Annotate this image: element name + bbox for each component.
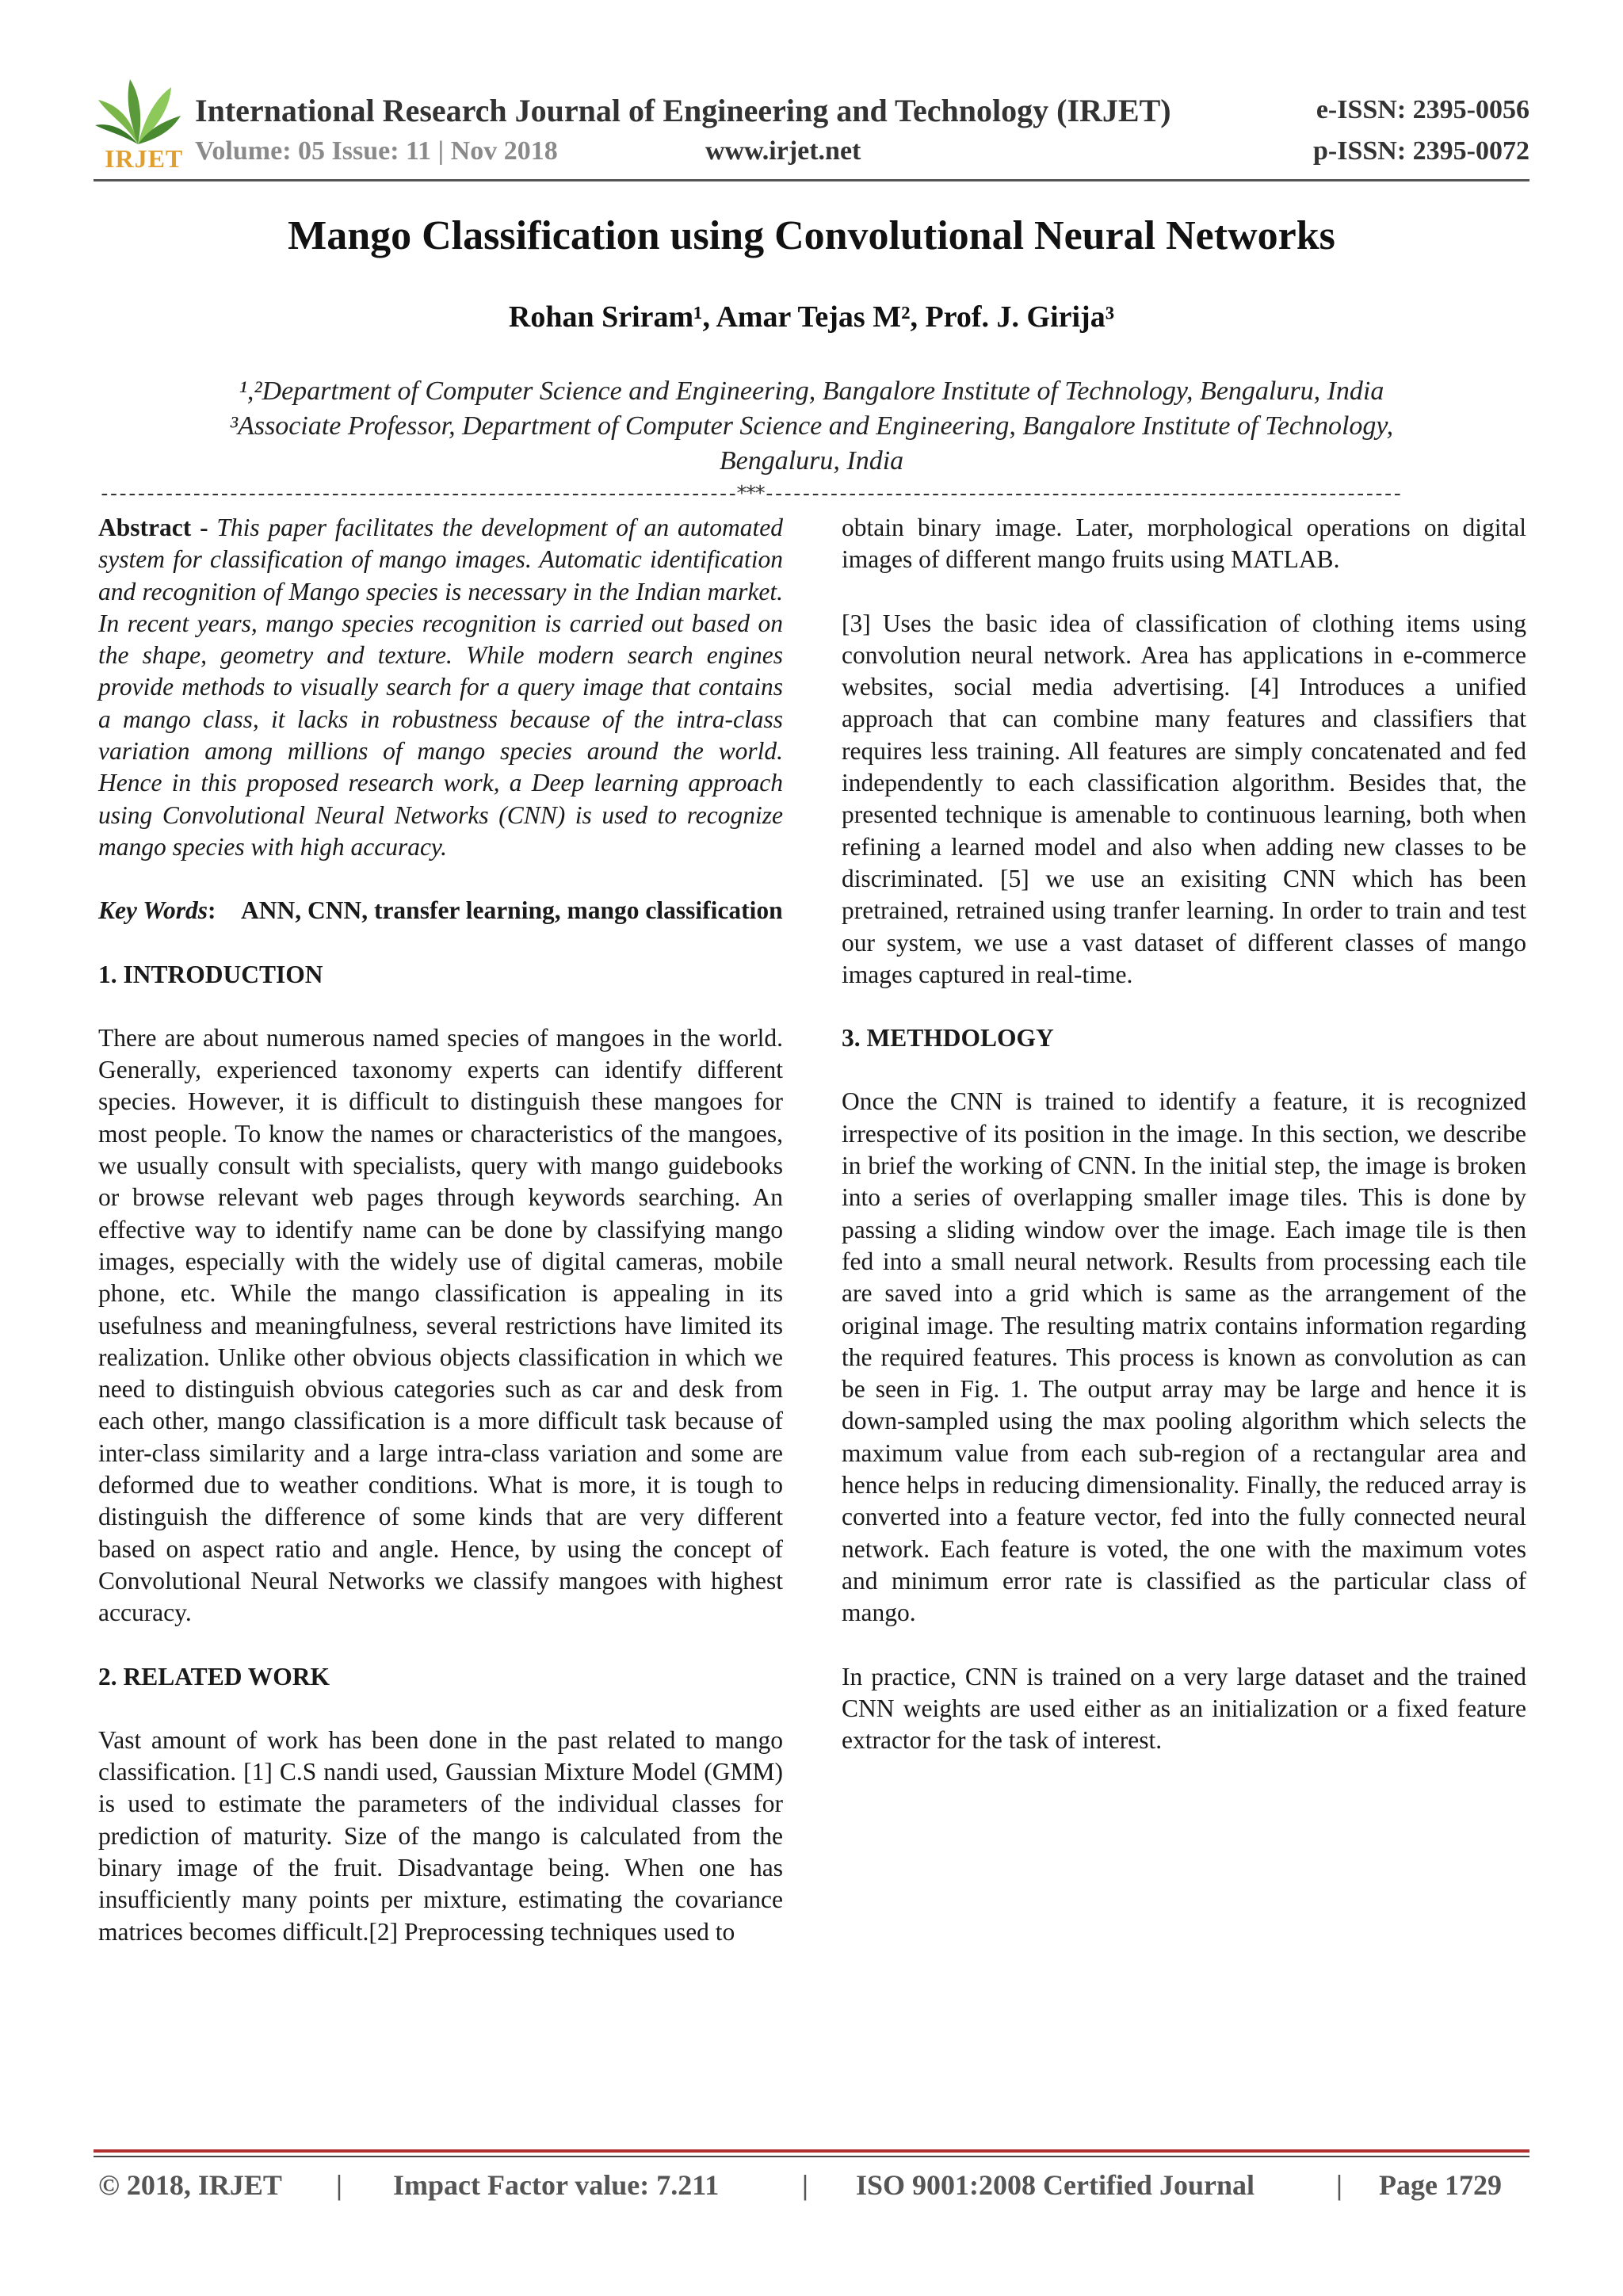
affiliation-2 bbox=[111, 409, 1512, 479]
keywords-text: ANN, CNN, transfer learning, mango classification bbox=[240, 896, 783, 925]
footer-separator: | bbox=[1336, 2169, 1342, 2201]
footer-impact-factor: Impact Factor value: 7.211 bbox=[393, 2169, 720, 2201]
abstract-label: Abstract - bbox=[98, 514, 217, 541]
keywords-label: Key Words bbox=[98, 896, 208, 925]
related-work-text-continued: obtain binary image. Later, morphological operations on digital images of different mango fruits using MATLAB. bbox=[842, 514, 1526, 574]
affiliation-1: ¹,²Department of Computer Science and Engineering, Bangalore Institute of Technology, Bengaluru, India bbox=[239, 376, 1384, 406]
irjet-logo bbox=[94, 76, 182, 178]
page-footer bbox=[98, 2168, 1534, 2206]
intro-text: There are about numerous named species of mangoes in the world. Generally, experienced taxonomy experts can identify different species. However, it is difficult to distinguish these mangoes for most people. To know the names or characteristics of the mangoes, we usually consult with specialists, query with mango guidebooks or browse relevant web pages through keywords searching. An effective way to identify name can be done by classifying mango images, especially with the widely use of digital cameras, mobile phone, etc. While the mango classification is appealing in its usefulness and meaningfulness, several restrictions have limited its realization. Unlike other obvious objects classification in which we need to distinguish obvious categories such as car and desk from each other, mango classification is a more difficult task because of inter-class similarity and a large intra-class variation and some are deformed due to weather conditions. What is more, it is tough to distinguish the difference of some kinds that are very different based on aspect ratio and angle. Hence, by using the concept of Convolutional Neural Networks we classify mangoes with highest accuracy. bbox=[98, 1023, 783, 1627]
footer-separator: | bbox=[802, 2169, 808, 2201]
journal-header bbox=[94, 76, 1529, 178]
header-divider bbox=[94, 179, 1529, 181]
footer-separator: | bbox=[336, 2169, 342, 2201]
p-issn: p-ISSN: 2395-0072 bbox=[1313, 136, 1529, 166]
methodology-text-2: In practice, CNN is trained on a very large dataset and the trained CNN weights are used either as an initialization or a fixed feature extractor for the task of interest. bbox=[842, 1662, 1526, 1755]
footer-iso: ISO 9001:2008 Certified Journal bbox=[856, 2169, 1254, 2201]
methodology-text-1: Once the CNN is trained to identify a feature, it is recognized irrespective of its position in the image. In this section, we describe in brief the working of CNN. In the initial step, the image is broken into a series of overlapping smaller image tiles. This is done by passing a sliding window over the image. Each image tile is then fed into a small neural network. Results from processing each tile are saved into a grid which is same as the arrangement of the original image. The resulting matrix contains information regarding the required features. This process is known as convolution as can be seen in Fig. 1. The output array may be large and hence it is down-sampled using the max pooling algorithm which selects the maximum value from each sub-region of a rectangular area and hence helps in reducing dimensionality. Finally, the reduced array is converted into a feature vector, fed into the fully connected neural network. Each feature is voted, the one with the maximum votes and minimum error rate is classified as the particular class of mango. bbox=[842, 1087, 1526, 1627]
section-separator: ---------------------------------------------------------------------***--------------------------------------------------------------------- bbox=[98, 482, 1401, 504]
footer-copyright: © 2018, IRJET bbox=[98, 2169, 282, 2201]
footer-page-number: Page 1729 bbox=[1379, 2169, 1502, 2201]
journal-website: www.irjet.net bbox=[705, 136, 861, 166]
related-work-heading: 2. RELATED WORK bbox=[98, 1662, 330, 1690]
footer-rule-dark bbox=[94, 2156, 1529, 2157]
affiliation-2-line-2: Bengaluru, India bbox=[719, 446, 904, 476]
paper-authors: Rohan Sriram¹, Amar Tejas M², Prof. J. Girija³ bbox=[508, 300, 1115, 334]
journal-name: International Research Journal of Engineering and Technology (IRJET) bbox=[195, 93, 1171, 128]
e-issn: e-ISSN: 2395-0056 bbox=[1316, 95, 1529, 124]
volume-issue: Volume: 05 Issue: 11 | Nov 2018 bbox=[195, 136, 558, 166]
logo-text: IRJET bbox=[105, 144, 184, 173]
intro-heading: 1. INTRODUCTION bbox=[98, 960, 323, 988]
right-column bbox=[842, 512, 1526, 1756]
footer-rule-red bbox=[94, 2149, 1529, 2153]
keywords: Key Words: ANN, CNN, transfer learning, mango classification bbox=[98, 896, 783, 925]
paper-title: Mango Classification using Convolutional Neural Networks bbox=[288, 213, 1335, 258]
abstract bbox=[98, 512, 783, 863]
methodology-heading: 3. METHDOLOGY bbox=[842, 1024, 1054, 1052]
related-work-text-references: [3] Uses the basic idea of classification of clothing items using convolution neural network. Area has applications in e-commerce websites, social media advertising. [4] Introduces a unified approach that can combine many features and classifiers that requires less training. All features are simply concatenated and fed independently to each classification algorithm. Besides that, the presented technique is amenable to continuous learning, both when refining a learned model and also when adding new classes to be discriminated. [5] we use an exisiting CNN which has been pretrained, retrained using tranfer learning. In order to train and test our system, we use a vast dataset of different classes of mango images captured in real-time. bbox=[842, 609, 1526, 988]
left-column bbox=[98, 512, 783, 1948]
related-work-text-left: Vast amount of work has been done in the past related to mango classification. [1] C.S nandi used, Gaussian Mixture Model (GMM) is used to estimate the parameters of the individual classes for prediction of maturity. Size of the mango is calculated from the binary image of the fruit. Disadvantage being. When one has insufficiently many points per mixture, estimating the covariance matrices becomes difficult.[2] Preprocessing techniques used to bbox=[98, 1725, 783, 1946]
leaf-logo-icon bbox=[94, 76, 182, 147]
affiliation-2-line-1: ³Associate Professor, Department of Computer Science and Engineering, Bangalore Institute of Technology, bbox=[229, 411, 1394, 441]
abstract-text: This paper facilitates the development of an automated system for classification of mango images. Automatic identification and recognition of Mango species is necessary in the Indian market. In recent years, mango species recognition is carried out based on the shape, geometry and texture. While modern search engines provide methods to visually search for a query image that contains a mango class, it lacks in robustness because of the intra-class variation among millions of mango species around the world. Hence in this proposed research work, a Deep learning approach using Convolutional Neural Networks (CNN) is used to recognize mango species with high accuracy. bbox=[98, 514, 783, 861]
